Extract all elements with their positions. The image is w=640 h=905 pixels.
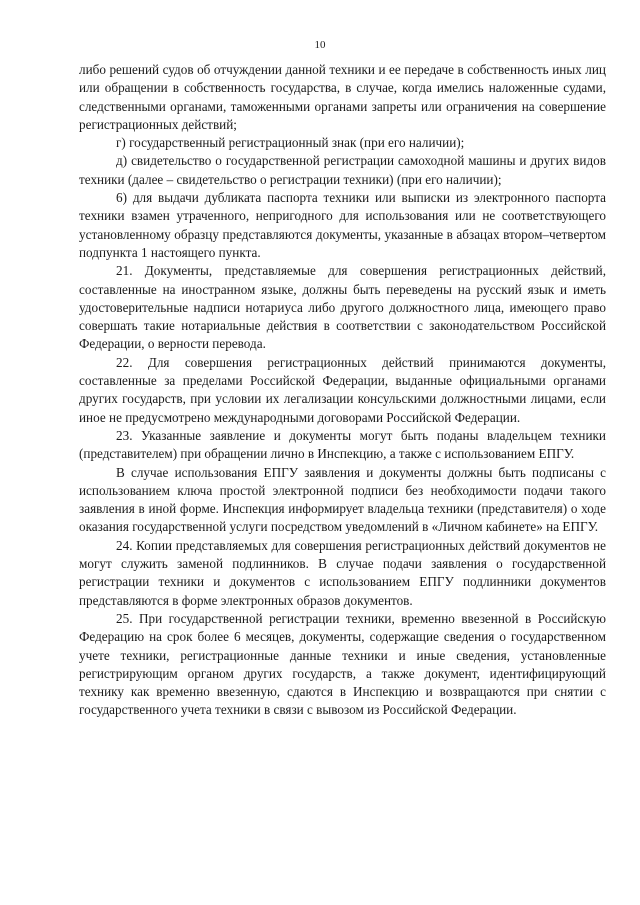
- paragraph-continuation: либо решений судов об отчуждении данной техники и ее передаче в собственность иных лиц или обращении в собственность государства, в случае, когда имелись наложенные судами, следственными органами, таможенными органами запреты или ограничения на совершение регистрационных действий;: [79, 62, 606, 132]
- paragraph-item-d: д) свидетельство о государственной регистрации самоходной машины и других видов техники (далее – свидетельство о регистрации техники) (при его наличии);: [79, 153, 606, 187]
- paragraph-item-6: 6) для выдачи дубликата паспорта техники или выписки из электронного паспорта техники взамен утраченного, непригодного для использования или не соответствующего установленному образцу представляются документы, указанные в абзацах втором–четвертом подпункта 1 настоящего пункта.: [79, 190, 606, 260]
- paragraph-item-g: г) государственный регистрационный знак (при его наличии);: [116, 135, 465, 151]
- paragraph-21: 21. Документы, представляемые для совершения регистрационных действий, составленные на иностранном языке, должны быть переведены на русский язык и иметь удостоверительные надписи нотариуса либо другого должностного лица, имеющего право совершать такие нотариальные действия в соответствии с законодательством Российской Федерации, о верности перевода.: [79, 263, 606, 352]
- paragraph-22: 22. Для совершения регистрационных действий принимаются документы, составленные за пределами Российской Федерации, выданные официальными органами других государств, при условии их легализации консульскими должностными лицами, если иное не предусмотрено международными договорами Российской Федерации.: [79, 354, 606, 425]
- paragraph-23-epgu: В случае использования ЕПГУ заявления и документы должны быть подписаны с использованием ключа простой электронной подписи без необходимости подачи такого заявления в иной форме. Инспекция информирует владельца техники (представителя) о ходе оказания государственной услуги посредством уведомлений в «Личном кабинете» на ЕПГУ.: [79, 464, 606, 535]
- paragraph-25: 25. При государственной регистрации техники, временно ввезенной в Российскую Федерацию на срок более 6 месяцев, документы, содержащие сведения о государственном учете техники, регистрационные данные техники и иные сведения, установленные регистрирующим органом других государств, а также документ, идентифицирующий технику как временно ввезенную, сдаются в Инспекцию и возвращаются при снятии с государственного учета техники в связи с вывозом из Российской Федерации.: [79, 610, 606, 718]
- paragraph-24: 24. Копии представляемых для совершения регистрационных действий документов не могут служить заменой подлинников. В случае подачи заявления о государственной регистрации техники и документов с использованием ЕПГУ подлинники документов представляются в форме электронных образов документов.: [79, 537, 606, 608]
- paragraph-23: 23. Указанные заявление и документы могут быть поданы владельцем техники (представителем) при обращении лично в Инспекцию, а также с использованием ЕПГУ.: [79, 427, 606, 462]
- page-number: 10: [314, 39, 326, 51]
- body-text: [79, 61, 606, 720]
